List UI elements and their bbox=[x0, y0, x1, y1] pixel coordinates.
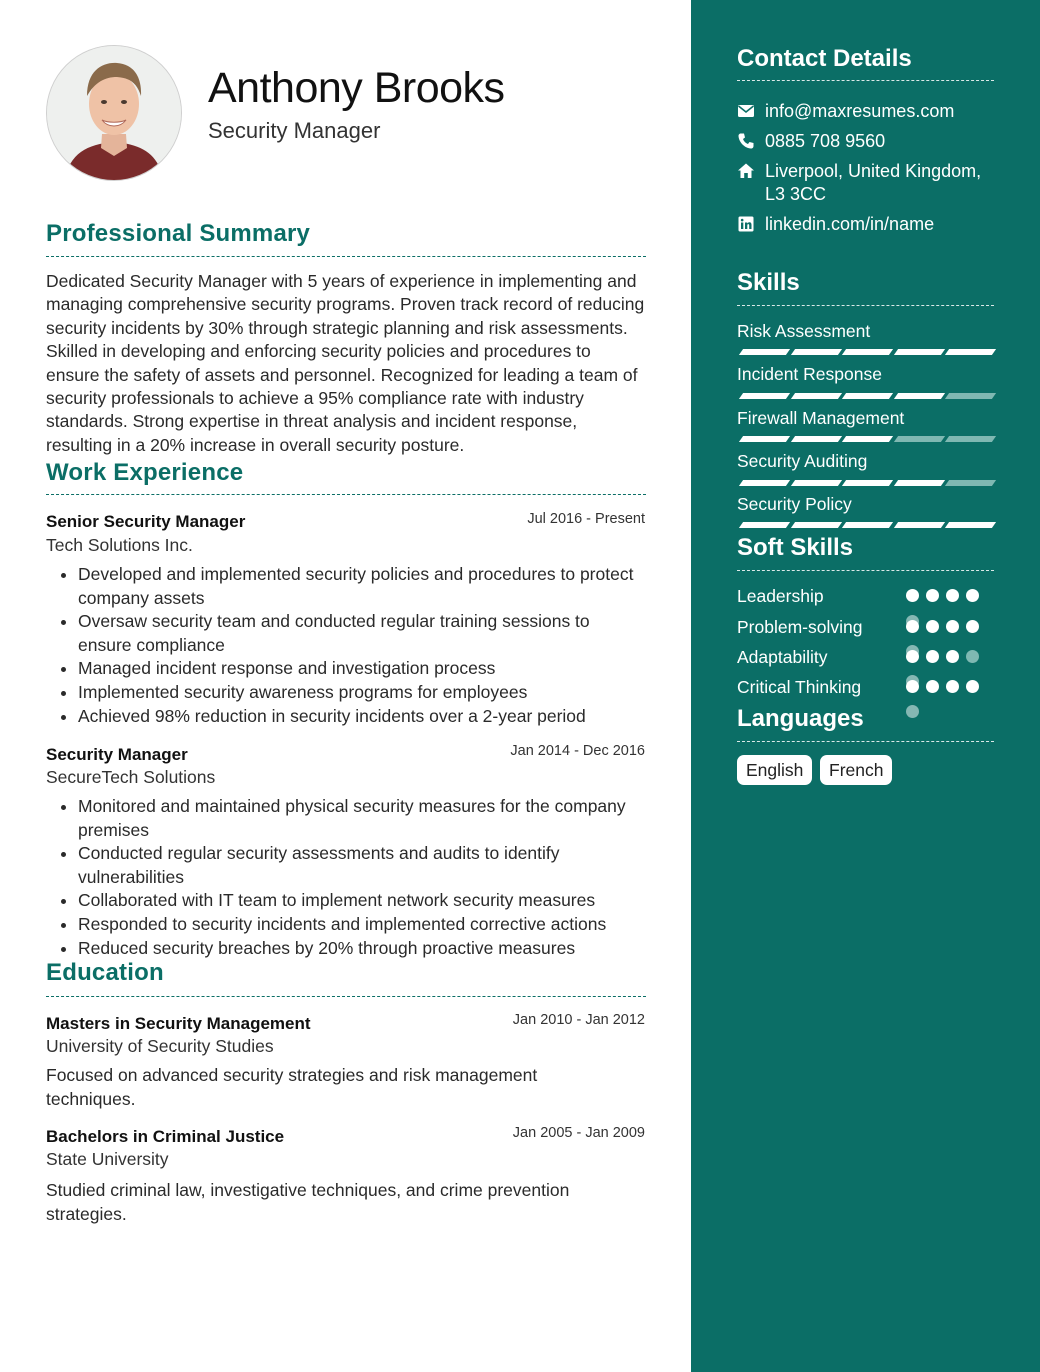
skill-level-bar bbox=[737, 480, 994, 486]
experience-heading: Work Experience bbox=[46, 459, 244, 486]
skill-segment-filled bbox=[842, 393, 893, 399]
rating-dot-filled bbox=[926, 620, 939, 633]
skill-segment-filled bbox=[893, 393, 944, 399]
rating-dot-filled bbox=[946, 680, 959, 693]
job-bullet: • Reduced security breaches by 20% through proactive measures bbox=[78, 937, 646, 961]
edu-dates: Jan 2005 - Jan 2009 bbox=[512, 1125, 645, 1141]
skill-segment-filled bbox=[842, 522, 893, 528]
contact-divider bbox=[737, 80, 994, 81]
contact-address bbox=[737, 160, 997, 208]
rating-dot-filled bbox=[926, 589, 939, 602]
skill-segment-empty bbox=[945, 436, 996, 442]
job-bullet: • Implemented security awareness programs for employees bbox=[78, 681, 646, 705]
rating-dot-filled bbox=[966, 589, 979, 602]
skill-segment-filled bbox=[893, 480, 944, 486]
candidate-title: Security Manager bbox=[208, 118, 381, 143]
skill-segment-filled bbox=[739, 522, 790, 528]
envelope-icon bbox=[737, 102, 755, 120]
job-bullet: • Oversaw security team and conducted regular training sessions to ensure compliance bbox=[78, 610, 646, 657]
edu-degree: Bachelors in Criminal Justice bbox=[46, 1127, 285, 1146]
job-title: Security Manager bbox=[46, 745, 188, 764]
edu-description: Studied criminal law, investigative techniques, and crime prevention strategies. bbox=[46, 1180, 570, 1224]
rating-dot-artifact bbox=[906, 615, 919, 628]
edu-school: University of Security Studies bbox=[46, 1036, 274, 1056]
soft-skill-name: Critical Thinking bbox=[737, 677, 862, 697]
avatar-portrait bbox=[47, 46, 181, 180]
job-bullet: • Achieved 98% reduction in security incidents over a 2-year period bbox=[78, 705, 646, 729]
rating-dot-filled bbox=[946, 650, 959, 663]
experience-divider bbox=[46, 494, 646, 495]
phone-icon bbox=[737, 132, 755, 150]
soft-skill-name: Problem-solving bbox=[737, 617, 863, 637]
skill-segment-filled bbox=[739, 349, 790, 355]
sidebar bbox=[691, 0, 1040, 1372]
education-heading: Education bbox=[46, 959, 164, 986]
languages-divider bbox=[737, 741, 994, 742]
rating-dot-artifact bbox=[906, 645, 919, 658]
job-bullet: • Responded to security incidents and implemented corrective actions bbox=[78, 913, 646, 937]
skill-segment-filled bbox=[945, 349, 996, 355]
job-bullet: • Collaborated with IT team to implement network security measures bbox=[78, 889, 646, 913]
job-bullet: • Monitored and maintained physical security measures for the company premises bbox=[78, 795, 646, 842]
summary-heading: Professional Summary bbox=[46, 220, 311, 247]
rating-dot-artifact bbox=[906, 705, 919, 718]
skill-segment-filled bbox=[790, 522, 841, 528]
skill-segment-filled bbox=[739, 393, 790, 399]
rating-dot-filled bbox=[946, 589, 959, 602]
skill-name: Incident Response bbox=[737, 364, 882, 384]
contact-heading: Contact Details bbox=[737, 45, 912, 72]
skills-divider bbox=[737, 305, 994, 306]
job-company: SecureTech Solutions bbox=[46, 767, 216, 787]
rating-dot-filled bbox=[966, 620, 979, 633]
rating-dot-filled bbox=[926, 680, 939, 693]
job-bullet-list bbox=[46, 563, 646, 728]
edu-degree: Masters in Security Management bbox=[46, 1014, 311, 1033]
edu-dates: Jan 2010 - Jan 2012 bbox=[512, 1012, 645, 1028]
rating-dot-filled bbox=[926, 650, 939, 663]
skill-name: Risk Assessment bbox=[737, 321, 871, 341]
language-badge: English bbox=[737, 755, 812, 785]
skill-name: Security Auditing bbox=[737, 451, 868, 471]
skill-segment-filled bbox=[739, 480, 790, 486]
languages-heading: Languages bbox=[737, 705, 864, 732]
skill-level-bar bbox=[737, 349, 994, 355]
skill-segment-filled bbox=[739, 436, 790, 442]
skills-heading: Skills bbox=[737, 269, 800, 296]
rating-dot-filled bbox=[906, 589, 919, 602]
contact-phone[interactable] bbox=[737, 130, 997, 154]
job-bullet: • Managed incident response and investigation process bbox=[78, 657, 646, 681]
skill-name: Security Policy bbox=[737, 494, 852, 514]
skill-level-bar bbox=[737, 393, 994, 399]
soft-skill-name: Adaptability bbox=[737, 647, 828, 667]
rating-dot-empty bbox=[966, 650, 979, 663]
contact-email[interactable] bbox=[737, 100, 997, 124]
skill-segment-filled bbox=[790, 349, 841, 355]
soft-skill-rating bbox=[906, 589, 986, 603]
contact-linkedin-text: linkedin.com/in/name bbox=[765, 214, 935, 234]
skill-segment-filled bbox=[893, 522, 944, 528]
linkedin-icon bbox=[737, 215, 755, 233]
rating-dot-filled bbox=[966, 680, 979, 693]
job-dates: Jan 2014 - Dec 2016 bbox=[510, 743, 645, 759]
edu-school: State University bbox=[46, 1149, 169, 1169]
job-title: Senior Security Manager bbox=[46, 512, 246, 531]
skill-level-bar bbox=[737, 436, 994, 442]
profile-photo bbox=[46, 45, 182, 181]
contact-address-text: Liverpool, United Kingdom, L3 3CC bbox=[765, 161, 982, 204]
job-bullet: • Developed and implemented security policies and procedures to protect company assets bbox=[78, 563, 646, 610]
job-company: Tech Solutions Inc. bbox=[46, 535, 193, 555]
skill-name: Firewall Management bbox=[737, 408, 905, 428]
edu-description: Focused on advanced security strategies and risk management techniques. bbox=[46, 1065, 538, 1109]
summary-divider bbox=[46, 256, 646, 257]
skill-segment-filled bbox=[790, 480, 841, 486]
skill-segment-filled bbox=[842, 480, 893, 486]
skill-segment-filled bbox=[842, 349, 893, 355]
skill-segment-empty bbox=[945, 393, 996, 399]
contact-linkedin[interactable] bbox=[737, 213, 997, 237]
skill-segment-empty bbox=[893, 436, 944, 442]
job-bullet: • Conducted regular security assessments and audits to identify vulnerabilities bbox=[78, 842, 646, 889]
skill-segment-filled bbox=[842, 436, 893, 442]
job-bullet-list bbox=[46, 795, 646, 960]
skill-segment-empty bbox=[945, 480, 996, 486]
skill-segment-filled bbox=[790, 436, 841, 442]
rating-dot-filled bbox=[946, 620, 959, 633]
rating-dot-artifact bbox=[906, 675, 919, 688]
contact-phone-text: 0885 708 9560 bbox=[765, 131, 886, 151]
summary-text: Dedicated Security Manager with 5 years of experience in implementing and managing comprehensive security programs. Proven track record of reducing security incidents by 30% through strategic planning and risk assessments. Skilled in developing and enforcing security policies and procedures to ensure the safety of assets and personnel. Recognized for leading a team of security professionals to achieve a 95% compliance rate with industry standards. Strong expertise in threat analysis and incident response, resulting in a 20% increase in overall security posture. bbox=[46, 271, 645, 455]
soft-skills-divider bbox=[737, 570, 994, 571]
contact-email-text: info@maxresumes.com bbox=[765, 101, 955, 121]
skill-level-bar bbox=[737, 522, 994, 528]
skill-segment-filled bbox=[790, 393, 841, 399]
skill-segment-filled bbox=[945, 522, 996, 528]
education-divider bbox=[46, 996, 646, 997]
candidate-name: Anthony Brooks bbox=[208, 64, 505, 112]
language-badge: French bbox=[820, 755, 892, 785]
job-dates: Jul 2016 - Present bbox=[527, 511, 645, 527]
skill-segment-filled bbox=[893, 349, 944, 355]
home-icon bbox=[737, 162, 755, 180]
soft-skill-name: Leadership bbox=[737, 586, 824, 606]
soft-skills-heading: Soft Skills bbox=[737, 534, 854, 561]
